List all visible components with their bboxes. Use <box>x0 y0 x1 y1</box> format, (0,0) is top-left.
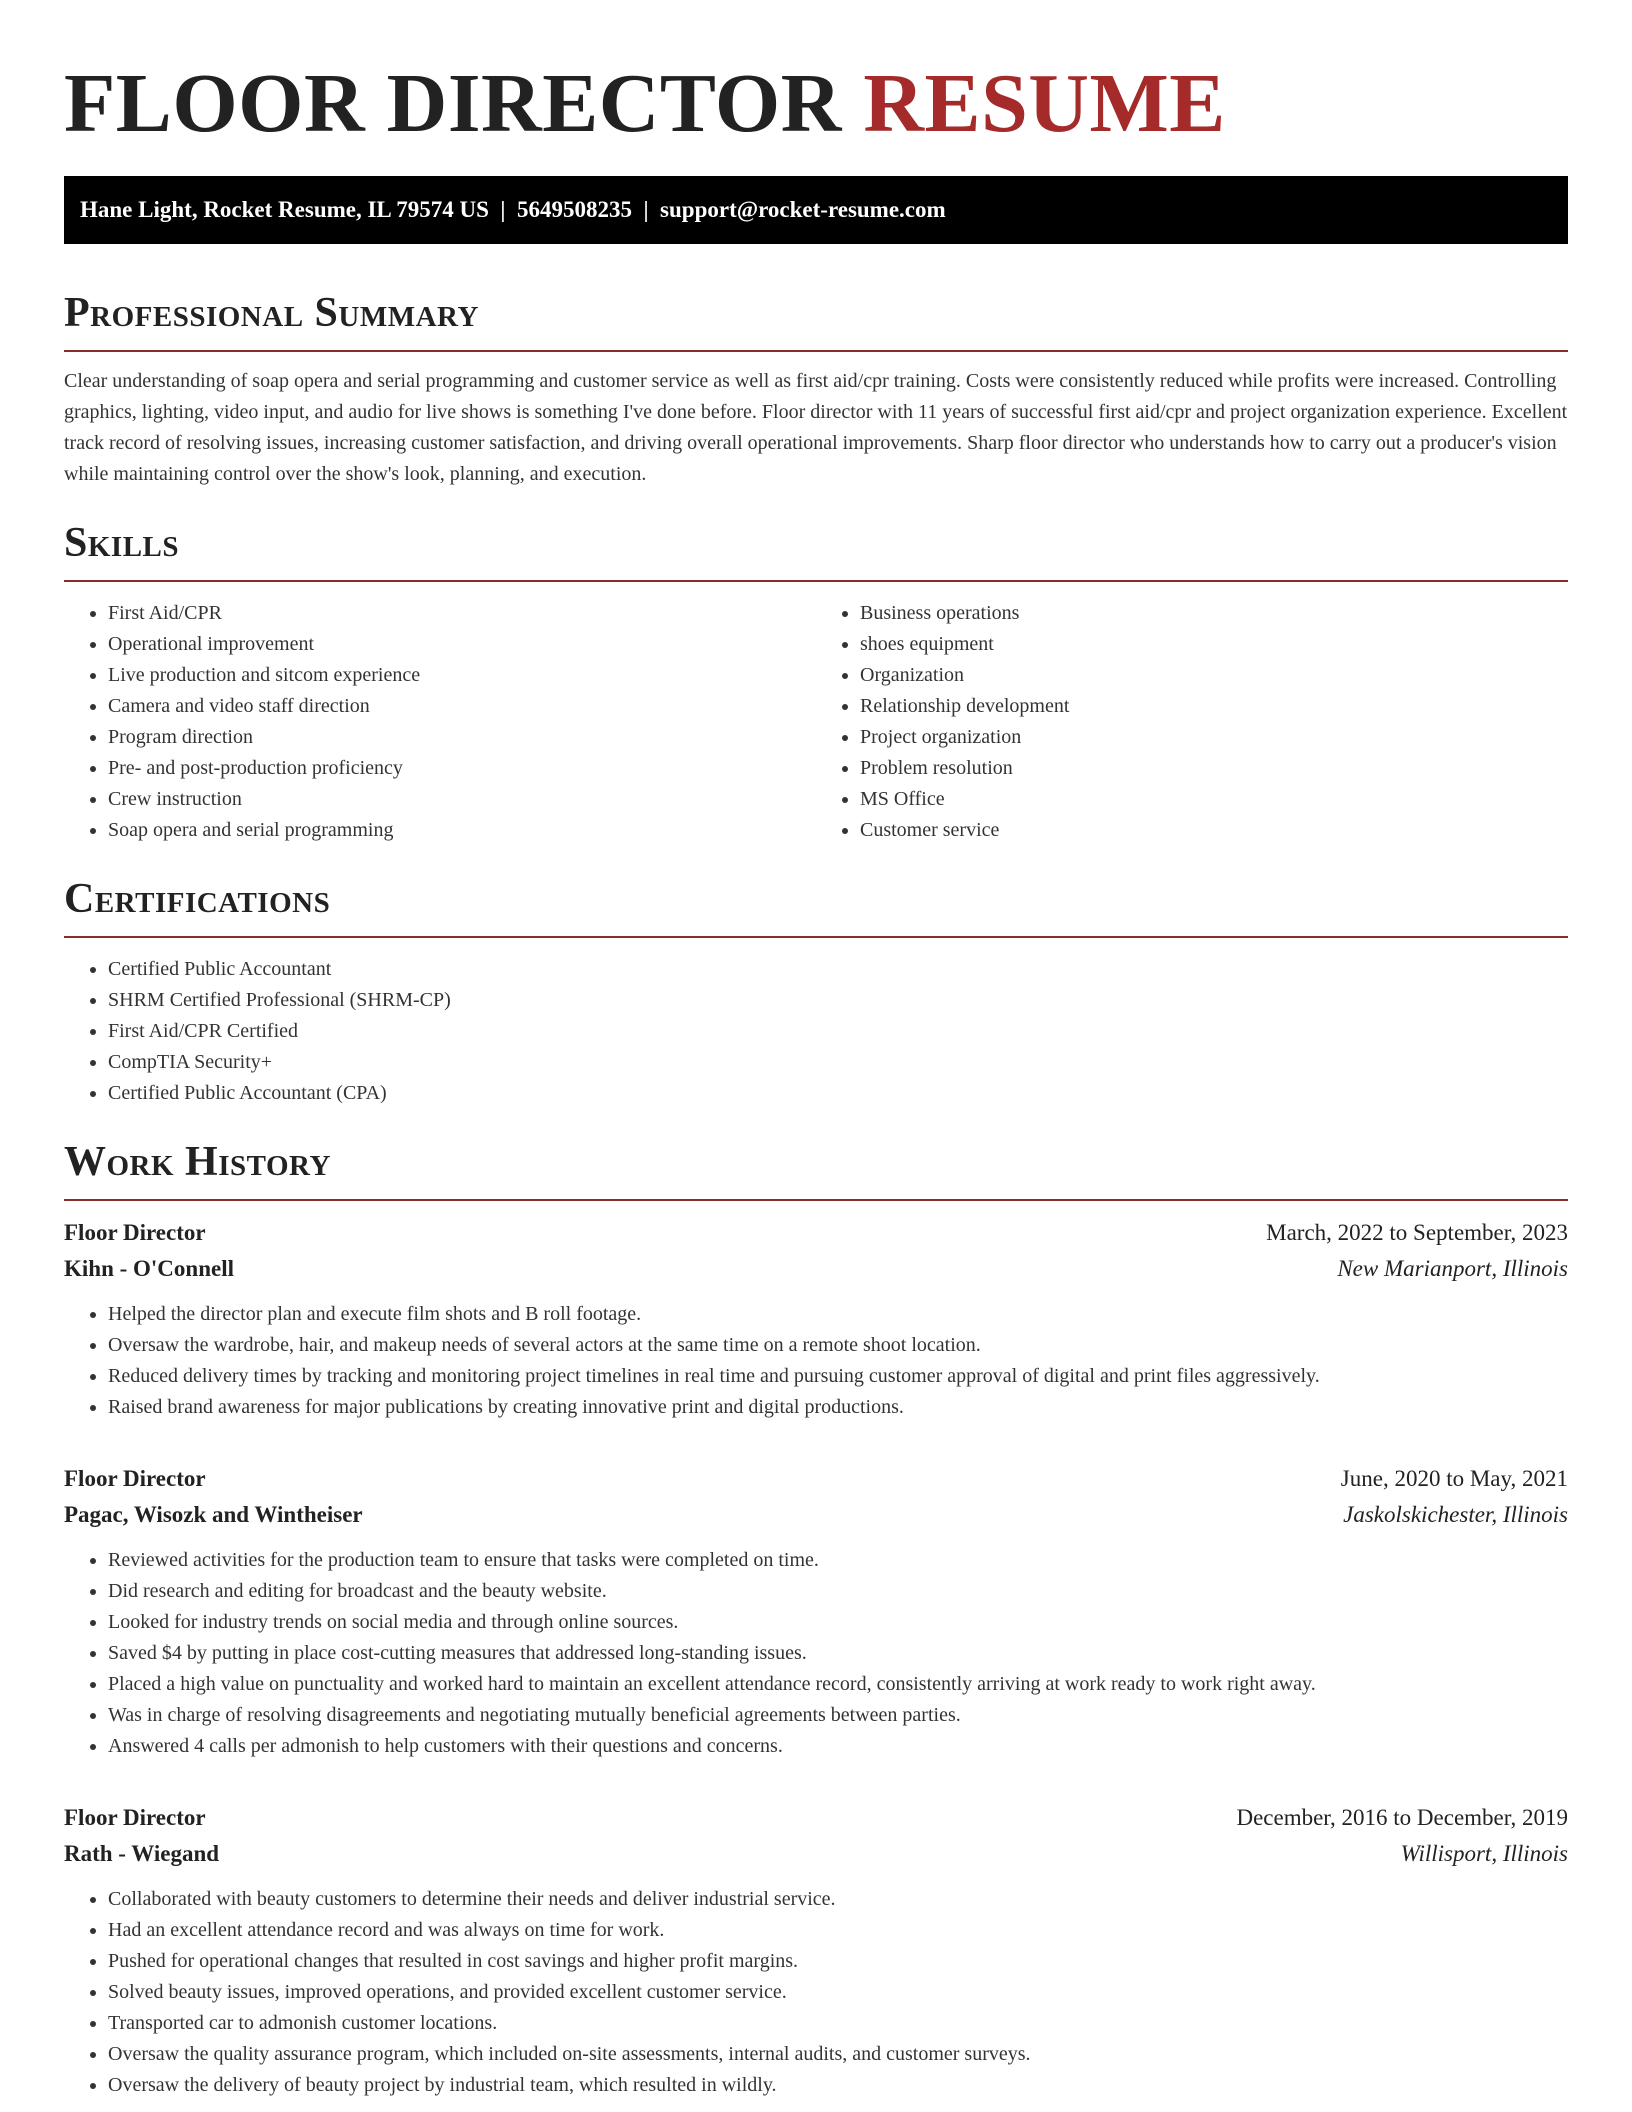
job-header <box>64 1461 1568 1497</box>
job-header <box>64 1800 1568 1836</box>
job-dates: June, 2020 to May, 2021 <box>1340 1466 1568 1491</box>
skill-item: • Organization <box>860 660 1568 691</box>
skill-item: • MS Office <box>860 784 1568 815</box>
summary-heading: Professional Summary <box>64 290 479 336</box>
skills-right-column <box>816 598 1568 846</box>
job-entry <box>64 1215 1568 1423</box>
skills-section <box>64 518 1568 846</box>
summary-text: Clear understanding of soap opera and serial programming and customer service as well as first aid/cpr training. Costs were consistently reduced while profits were increased. Controlling graphics, lighting, video input, and audio for live shows is something I've done before. Floor director with 11 years of successful first aid/cpr and project organization experience. Excellent track record of resolving issues, increasing customer satisfaction, and driving overall operational improvements. Sharp floor director who understands how to carry out a producer's vision while maintaining control over the show's look, planning, and execution. <box>64 370 1568 485</box>
summary-divider <box>64 350 1568 352</box>
job-bullet: • Transported car to admonish customer locations. <box>108 2008 1568 2039</box>
job-dates: December, 2016 to December, 2019 <box>1236 1805 1568 1830</box>
job-bullets <box>64 1545 1568 1762</box>
skills-heading: Skills <box>64 520 180 566</box>
job-title: Floor Director <box>64 1805 206 1830</box>
job-bullet: • Oversaw the delivery of beauty project by industrial team, which resulted in wildly. <box>108 2070 1568 2101</box>
job-header <box>64 1215 1568 1251</box>
summary-section <box>64 288 1568 490</box>
work-divider <box>64 1199 1568 1201</box>
job-company: Pagac, Wisozk and Wintheiser <box>64 1502 363 1527</box>
skills-left-column <box>64 598 816 846</box>
work-section <box>64 1137 1568 2101</box>
certification-item: • Certified Public Accountant (CPA) <box>108 1078 1568 1109</box>
job-company: Kihn - O'Connell <box>64 1256 234 1281</box>
job-location: New Marianport, Illinois <box>1337 1256 1568 1281</box>
contact-bar <box>64 176 1568 244</box>
certifications-list <box>64 954 1568 1109</box>
title-main: FLOOR DIRECTOR <box>64 57 842 150</box>
skill-item: • Program direction <box>108 722 816 753</box>
job-bullets <box>64 1884 1568 2101</box>
certifications-divider <box>64 936 1568 938</box>
skill-item: • Customer service <box>860 815 1568 846</box>
job-location: Willisport, Illinois <box>1400 1841 1568 1866</box>
certification-item: • Certified Public Accountant <box>108 954 1568 985</box>
job-bullet: • Oversaw the wardrobe, hair, and makeup needs of several actors at the same time on a remote shoot location. <box>108 1330 1568 1361</box>
job-dates: March, 2022 to September, 2023 <box>1266 1220 1568 1245</box>
skill-item: • Business operations <box>860 598 1568 629</box>
skill-item: • Project organization <box>860 722 1568 753</box>
certifications-section <box>64 874 1568 1109</box>
job-location: Jaskolskichester, Illinois <box>1343 1502 1568 1527</box>
skill-item: • shoes equipment <box>860 629 1568 660</box>
skill-item: • Pre- and post-production proficiency <box>108 753 816 784</box>
work-heading: Work History <box>64 1139 331 1185</box>
job-title: Floor Director <box>64 1220 206 1245</box>
skill-item: • Problem resolution <box>860 753 1568 784</box>
resume-title <box>64 0 1568 158</box>
job-bullet: • Reviewed activities for the production team to ensure that tasks were completed on time. <box>108 1545 1568 1576</box>
skill-item: • Operational improvement <box>108 629 816 660</box>
job-subheader <box>64 1836 1568 1872</box>
skills-right-list <box>816 598 1568 846</box>
certification-item: • First Aid/CPR Certified <box>108 1016 1568 1047</box>
job-company: Rath - Wiegand <box>64 1841 220 1866</box>
job-bullet: • Helped the director plan and execute film shots and B roll footage. <box>108 1299 1568 1330</box>
job-bullet: • Saved $4 by putting in place cost-cutting measures that addressed long-standing issues. <box>108 1638 1568 1669</box>
certification-item: • CompTIA Security+ <box>108 1047 1568 1078</box>
job-bullet: • Pushed for operational changes that resulted in cost savings and higher profit margins. <box>108 1946 1568 1977</box>
job-bullet: • Did research and editing for broadcast and the beauty website. <box>108 1576 1568 1607</box>
skills-divider <box>64 580 1568 582</box>
skill-item: • Relationship development <box>860 691 1568 722</box>
job-entry <box>64 1800 1568 2101</box>
skill-item: • Live production and sitcom experience <box>108 660 816 691</box>
contact-info: Hane Light, Rocket Resume, IL 79574 US | 5649508235 | support@rocket-resume.com <box>80 197 946 222</box>
job-bullet: • Oversaw the quality assurance program, which included on-site assessments, internal audits, and customer surveys. <box>108 2039 1568 2070</box>
certification-item: • SHRM Certified Professional (SHRM-CP) <box>108 985 1568 1016</box>
skill-item: • Soap opera and serial programming <box>108 815 816 846</box>
skill-item: • Camera and video staff direction <box>108 691 816 722</box>
job-title: Floor Director <box>64 1466 206 1491</box>
skill-item: • First Aid/CPR <box>108 598 816 629</box>
job-entry <box>64 1461 1568 1762</box>
skills-columns <box>64 598 1568 846</box>
certifications-heading: Certifications <box>64 876 331 922</box>
job-bullet: • Placed a high value on punctuality and worked hard to maintain an excellent attendance record, consistently arriving at work ready to work right away. <box>108 1669 1568 1700</box>
job-bullet: • Solved beauty issues, improved operations, and provided excellent customer service. <box>108 1977 1568 2008</box>
job-bullet: • Collaborated with beauty customers to determine their needs and deliver industrial service. <box>108 1884 1568 1915</box>
job-bullet: • Reduced delivery times by tracking and monitoring project timelines in real time and pursuing customer approval of digital and print files aggressively. <box>108 1361 1568 1392</box>
job-bullet: • Answered 4 calls per admonish to help customers with their questions and concerns. <box>108 1731 1568 1762</box>
job-subheader <box>64 1251 1568 1287</box>
job-bullet: • Raised brand awareness for major publications by creating innovative print and digital productions. <box>108 1392 1568 1423</box>
job-bullets <box>64 1299 1568 1423</box>
skills-left-list <box>64 598 816 846</box>
job-subheader <box>64 1497 1568 1533</box>
job-bullet: • Had an excellent attendance record and was always on time for work. <box>108 1915 1568 1946</box>
title-accent: RESUME <box>863 57 1226 150</box>
skill-item: • Crew instruction <box>108 784 816 815</box>
job-bullet: • Looked for industry trends on social media and through online sources. <box>108 1607 1568 1638</box>
job-bullet: • Was in charge of resolving disagreements and negotiating mutually beneficial agreements between parties. <box>108 1700 1568 1731</box>
